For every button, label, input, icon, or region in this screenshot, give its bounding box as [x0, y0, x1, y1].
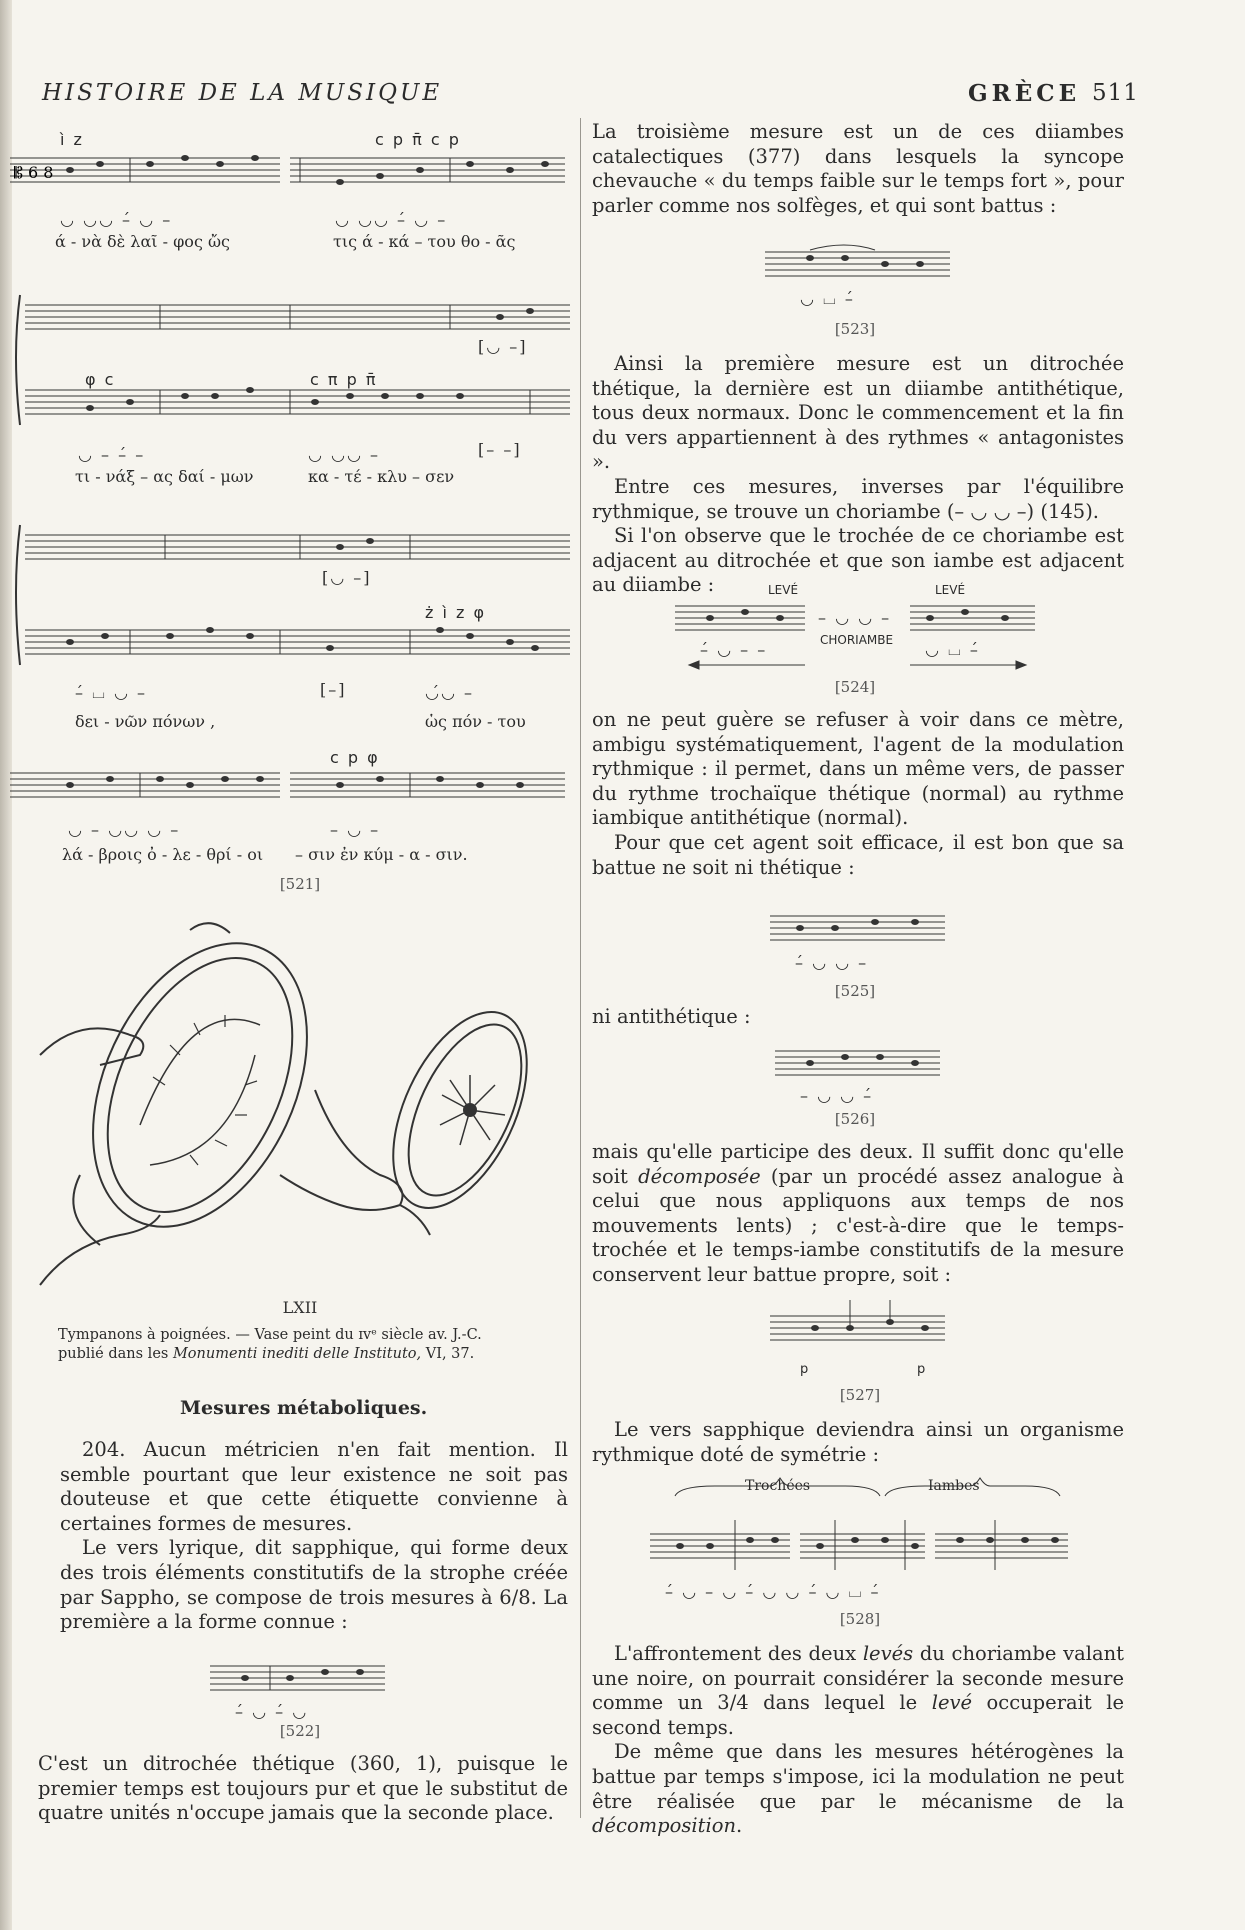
iambes-label: Iambes — [928, 1478, 980, 1494]
paragraph-part: du choriambe valant une noire, on pourrait considérer la seconde mesure comme un 3/4 dans lequel le — [592, 1642, 1124, 1715]
meter-marks: ◡ – ◡◡ ◡ – — [68, 820, 181, 839]
rhythm-letters: φ c — [85, 370, 116, 389]
paragraph-part: De même que dans les mesures hétérogènes la battue par temps s'impose, ici la modulation ne peut être réalisée que par le mécanisme de la — [592, 1740, 1124, 1813]
plate-caption-title: Monumenti inediti delle Instituto, — [172, 1346, 422, 1362]
bracket-marks: [–] — [320, 680, 347, 699]
paragraph: 204. Aucun métricien n'en fait mention. Il semble pourtant que leur existence ne soit pas douteuse et que cette étiquette convienne à certaines formes de mesures. — [60, 1438, 568, 1535]
paragraph: Le vers lyrique, dit sapphique, qui forme deux des trois éléments constitutifs de la strophe créée par Sappho, se compose de trois mesures à 6/8. La première a la forme connue : — [60, 1536, 568, 1634]
rhythm-letters: c p φ — [330, 748, 380, 767]
right-text-block-4 — [592, 1005, 792, 1030]
trochees-label: Trochées — [745, 1478, 811, 1494]
choriambe-meter: – ◡ ◡ – — [818, 608, 892, 627]
greek-lyrics: τις ά - κά – του θο - ᾶς — [333, 232, 516, 251]
paragraph: Pour que cet agent soit efficace, il est bon que sa battue ne soit ni thétique : — [592, 830, 1124, 879]
paragraph-part: (par un procédé assez analogue à celui que nous appliquons aux temps de nos mouvements lents) ; c'est-à-dire que le temps-trochée et le temps-iambe constitutifs de la mesure conservent leur battue propre, soit : — [592, 1164, 1124, 1286]
greek-lyrics: λά - βροις ὀ - λε - θρί - οι — [62, 845, 264, 864]
meter-marks: –́ ◡ ◡ – — [795, 953, 869, 972]
staff-row-4 — [10, 765, 570, 815]
figure-number: [528] — [839, 1610, 881, 1628]
plate-caption-suffix: VI, 37. — [421, 1346, 475, 1362]
meter-marks: ◡ ⌴ –́ — [800, 289, 855, 308]
choriambe-label: CHORIAMBE — [820, 633, 894, 647]
right-text-block-6 — [592, 1418, 1124, 1467]
rhythm-letters: ì z — [60, 130, 84, 149]
page-number: 511 — [1092, 80, 1139, 106]
paragraph: Entre ces mesures, inverses par l'équilibre rythmique, se trouve un choriambe (– ◡ ◡ –) (145). — [592, 474, 1124, 523]
music-example-526 — [775, 1045, 945, 1085]
rhythm-letters: c p π̄ c p — [375, 130, 461, 149]
column-divider — [580, 118, 581, 1818]
battue-marker: p — [800, 1362, 809, 1377]
figure-number: [526] — [834, 1110, 876, 1128]
section-heading: Mesures métaboliques. — [180, 1397, 428, 1419]
svg-text:𝄡 6 8: 𝄡 6 8 — [14, 163, 54, 182]
bracket-marks: [◡ –] — [478, 337, 528, 356]
music-example-522 — [210, 1660, 390, 1700]
meter-marks: – ◡ ◡ –́ — [800, 1086, 874, 1105]
meter-marks: ◡ ⌴ –́ — [925, 640, 980, 659]
right-text-block-3 — [592, 708, 1124, 880]
rhythm-letters: ż ì z φ — [425, 603, 487, 622]
music-example-523 — [765, 246, 955, 286]
paragraph-part: L'affrontement des deux — [614, 1642, 863, 1665]
plate-number: LXII — [282, 1298, 318, 1317]
music-example-528 — [650, 1520, 1070, 1580]
figure-number: [523] — [834, 320, 876, 338]
greek-lyrics: ά - νὰ δὲ λαῖ - φος ὤς — [55, 232, 230, 251]
meter-marks: –́ ⌴ ◡ – — [75, 683, 148, 702]
left-text-block-1 — [60, 1438, 568, 1635]
bracket-marks: [◡ –] — [322, 568, 372, 587]
running-header-section: GRÈCE — [968, 80, 1081, 107]
meter-marks: – ◡ – — [330, 820, 381, 839]
paragraph-part: occuperait le second temps. — [592, 1691, 1124, 1739]
figure-number: [522] — [279, 1722, 321, 1740]
figure-number: [521] — [279, 875, 321, 893]
emphasis: décomposition — [592, 1814, 737, 1838]
meter-marks: ◡ ◡◡ – — [308, 445, 381, 464]
paragraph: ni antithétique : — [592, 1005, 751, 1028]
staff-row-1 — [10, 150, 570, 200]
paragraph: C'est un ditrochée thétique (360, 1), puisque le premier temps est toujours pur et que le substitut de quatre unités n'occupe jamais que la seconde place. — [38, 1752, 568, 1825]
paragraph: Si l'on observe que le trochée de ce choriambe est adjacent au ditrochée et que son iambe est adjacent au diiambe : — [592, 524, 1124, 597]
plate-caption — [58, 1326, 568, 1364]
left-text-block-2 — [38, 1752, 568, 1826]
tympanon-illustration — [40, 915, 570, 1295]
greek-lyrics: – σιν ἐν κύμ - α - σιν. — [295, 845, 468, 864]
right-text-block-5 — [592, 1140, 1124, 1288]
meter-marks: –́ ◡ – – — [700, 640, 768, 659]
running-header-title: HISTOIRE DE LA MUSIQUE — [42, 80, 443, 106]
paragraph: on ne peut guère se refuser à voir dans ce mètre, ambigu systématiquement, l'agent de la modulation rythmique : il permet, dans un même vers, de passer du rythme trochaïque thétique (normal) au rythme iambique antithétique (normal). — [592, 708, 1124, 830]
meter-marks: –́ ◡ –́ ◡ — [235, 1702, 309, 1721]
paragraph-part: mais qu'elle participe des deux. Il suffit donc qu'elle soit — [592, 1140, 1124, 1188]
bracket-marks: [– –] — [478, 440, 522, 459]
meter-marks: ◡ ◡◡ –́ ◡ – — [60, 210, 173, 229]
leve-label: LEVÉ — [768, 583, 799, 597]
plate-caption-prefix: publié dans les — [58, 1346, 173, 1362]
paragraph: La troisième mesure est un de ces diiambes catalectiques (377) dans lesquels la syncope chevauche « du temps faible sur le temps fort », pour parler comme nos solfèges, et qui sont battus : — [592, 120, 1124, 217]
greek-lyrics: δει - νῶν πόνων , — [75, 712, 216, 731]
right-text-block-2 — [592, 352, 1124, 598]
music-example-527 — [770, 1300, 950, 1350]
plate-caption-line1: Tympanons à poignées. — Vase peint du ɪvᵉ siècle av. J.-C. — [58, 1327, 482, 1343]
meter-marks: ◡́◡ – — [425, 683, 475, 702]
greek-lyrics: τι - νάξ – ας δαί - μων — [75, 467, 254, 486]
staff-row-2 — [10, 295, 570, 435]
right-text-block-1 — [592, 120, 1124, 218]
right-text-block-7 — [592, 1642, 1124, 1839]
paragraph: Le vers sapphique deviendra ainsi un organisme rythmique doté de symétrie : — [592, 1418, 1124, 1466]
paragraph: Ainsi la première mesure est un ditrochée thétique, la dernière est un diiambe antithétique, tous deux normaux. Donc le commencement et la fin du vers appartiennent à des rythmes « antagonistes ». — [592, 352, 1124, 474]
emphasis: levés — [862, 1642, 914, 1665]
leve-label: LEVÉ — [935, 583, 966, 597]
music-example-525 — [770, 910, 950, 950]
emphasis: levé — [931, 1691, 973, 1715]
music-example-528-braces — [675, 1478, 1065, 1498]
meter-marks: ◡ ◡◡ –́ ◡ – — [335, 210, 448, 229]
meter-marks: ◡ – –́ – — [78, 445, 146, 464]
greek-lyrics: ὡς πόν - του — [425, 712, 526, 731]
rhythm-letters: c π p π̄ — [310, 370, 378, 389]
figure-number: [524] — [834, 678, 876, 696]
emphasis: décomposée — [638, 1164, 761, 1188]
paragraph-part: . — [736, 1814, 743, 1838]
meter-marks: –́ ◡ – ◡ –́ ◡ ◡ –́ ◡ ⌴ –́ — [665, 1582, 881, 1601]
figure-number: [527] — [839, 1386, 881, 1404]
figure-number: [525] — [834, 982, 876, 1000]
greek-lyrics: κα - τέ - κλυ – σεν — [308, 467, 455, 486]
staff-row-3 — [10, 525, 570, 670]
battue-marker: p — [917, 1362, 926, 1377]
book-spine-shadow — [0, 0, 12, 1930]
